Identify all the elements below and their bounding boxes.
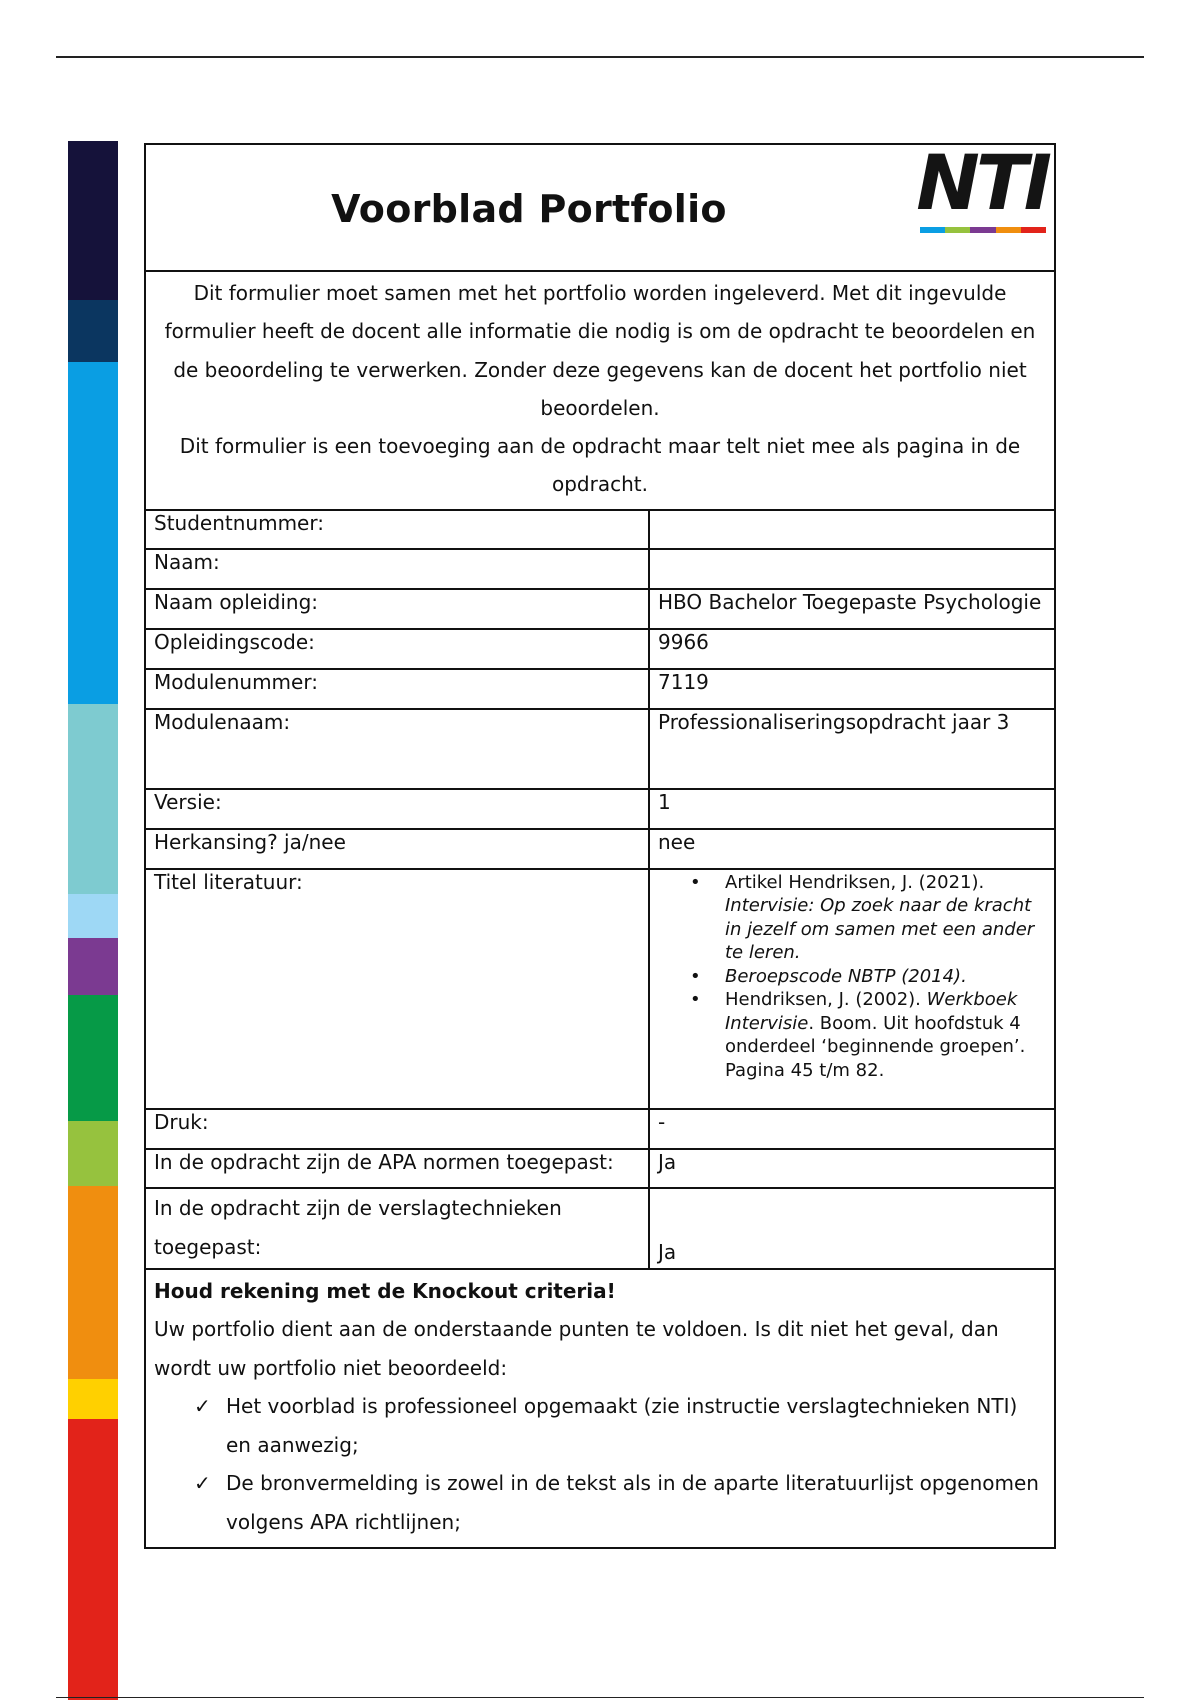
literature-item: [650, 988, 1050, 1082]
sidebar-segment-light-blue: [68, 894, 118, 938]
field-label: Druk:: [146, 1110, 650, 1148]
field-value: -: [658, 1109, 666, 1134]
intro-text: [146, 272, 1054, 511]
bottom-rule: [56, 1697, 1144, 1698]
knockout-section: [146, 1270, 1054, 1548]
literature-title: Werkboek Intervisie: [725, 989, 1018, 1034]
logo-stripe-segment: [945, 227, 970, 233]
row-druk: [146, 1110, 1054, 1150]
row-modulenaam: [146, 710, 1054, 790]
field-value: [650, 511, 1054, 548]
form-header: [146, 138, 1054, 272]
field-label: Titel literatuur:: [146, 870, 650, 1108]
color-sidebar: [68, 141, 118, 1700]
sidebar-segment-orange: [68, 1186, 118, 1379]
row-naam: [146, 550, 1054, 590]
field-value: [650, 550, 1054, 588]
checkmark-icon: ✓: [194, 1471, 211, 1496]
knockout-item-text: Het voorblad is professioneel opgemaakt (zie instructie verslagtechnieken NTI) en aanwezig;: [226, 1394, 1018, 1457]
field-value: Ja: [658, 1239, 677, 1264]
field-label: In de opdracht zijn de APA normen toegepast:: [146, 1150, 650, 1187]
row-versie: [146, 790, 1054, 830]
bullet-icon: •: [690, 989, 701, 1011]
knockout-item: [154, 1464, 1046, 1541]
field-label: Studentnummer:: [146, 511, 650, 548]
row-modulenummer: [146, 670, 1054, 710]
knockout-text: Uw portfolio dient aan de onderstaande punten te voldoen. Is dit niet het geval, dan wordt uw portfolio niet beoordeeld:: [154, 1317, 999, 1380]
field-value: 7119: [658, 669, 709, 694]
checkmark-icon: ✓: [194, 1394, 211, 1419]
field-label: Opleidingscode:: [146, 630, 650, 668]
form-title: Voorblad Portfolio: [331, 187, 727, 231]
knockout-title: Houd rekening met de Knockout criteria!: [154, 1278, 616, 1303]
top-rule: [56, 56, 1144, 58]
literature-text: Hendriksen, J. (2002).: [725, 989, 927, 1011]
portfolio-cover-form: [144, 138, 1056, 1549]
field-value: Professionaliseringsopdracht jaar 3: [658, 709, 1010, 734]
sidebar-segment-red: [68, 1419, 118, 1700]
field-label: Naam opleiding:: [146, 590, 650, 628]
bullet-icon: •: [690, 965, 701, 987]
literature-title: Intervisie: Op zoek naar de kracht in jezelf om samen met een ander te leren.: [725, 895, 1035, 964]
row-titel-literatuur: [146, 870, 1054, 1110]
field-value: 9966: [658, 629, 709, 654]
knockout-item-text: De bronvermelding is zowel in de tekst als in de aparte literatuurlijst opgenomen volgens APA richtlijnen;: [226, 1471, 1039, 1534]
field-value: 1: [658, 789, 671, 814]
literature-list: [650, 871, 1050, 1083]
row-verslagtechnieken: [146, 1189, 1054, 1270]
sidebar-segment-navy: [68, 141, 118, 300]
field-label: Modulenaam:: [146, 710, 650, 788]
logo-stripe-segment: [970, 227, 995, 233]
field-label: In de opdracht zijn de verslagtechnieken toegepast:: [146, 1189, 650, 1268]
field-label: Versie:: [146, 790, 650, 828]
knockout-list: [154, 1387, 1046, 1541]
nti-logo: [914, 138, 1050, 231]
field-label: Modulenummer:: [146, 670, 650, 708]
field-value: HBO Bachelor Toegepaste Psychologie: [658, 589, 1042, 614]
sidebar-segment-dark-blue: [68, 300, 118, 362]
logo-stripe: [920, 227, 1046, 233]
intro-paragraph-1: Dit formulier moet samen met het portfolio worden ingeleverd. Met dit ingevulde formulier heeft de docent alle informatie die nodig is om de opdracht te beoordelen en de beoordeling te verwerken. Zonder deze gegevens kan de docent het portfolio niet beoordelen.: [164, 281, 1036, 420]
literature-item: [650, 965, 1050, 989]
sidebar-segment-teal: [68, 704, 118, 894]
sidebar-segment-lime: [68, 1121, 118, 1186]
knockout-item: [154, 1387, 1046, 1464]
sidebar-segment-yellow: [68, 1379, 118, 1419]
logo-stripe-segment: [1021, 227, 1046, 233]
row-studentnummer: [146, 511, 1054, 550]
literature-title: Beroepscode NBTP (2014).: [725, 965, 967, 987]
literature-text: . Boom. Uit hoofdstuk 4 onderdeel ‘beginnende groepen’. Pagina 45 t/m 82.: [725, 1012, 1026, 1081]
literature-text: Artikel Hendriksen, J. (2021).: [725, 871, 985, 893]
logo-stripe-segment: [996, 227, 1021, 233]
literature-list-cell: [650, 870, 1054, 1108]
row-opleidingscode: [146, 630, 1054, 670]
logo-stripe-segment: [920, 227, 945, 233]
row-apa-normen: [146, 1150, 1054, 1189]
field-value: nee: [658, 829, 696, 854]
field-label: Herkansing? ja/nee: [146, 830, 650, 868]
field-value: Ja: [658, 1149, 677, 1174]
literature-item: [650, 871, 1050, 965]
sidebar-segment-purple: [68, 938, 118, 995]
row-herkansing: [146, 830, 1054, 870]
row-naam-opleiding: [146, 590, 1054, 630]
bullet-icon: •: [690, 871, 701, 893]
sidebar-segment-blue: [68, 362, 118, 704]
intro-paragraph-2: Dit formulier is een toevoeging aan de opdracht maar telt niet mee als pagina in de opdracht.: [179, 434, 1021, 497]
logo-text: NTI: [916, 138, 1048, 227]
sidebar-segment-green: [68, 995, 118, 1121]
field-label: Naam:: [146, 550, 650, 588]
